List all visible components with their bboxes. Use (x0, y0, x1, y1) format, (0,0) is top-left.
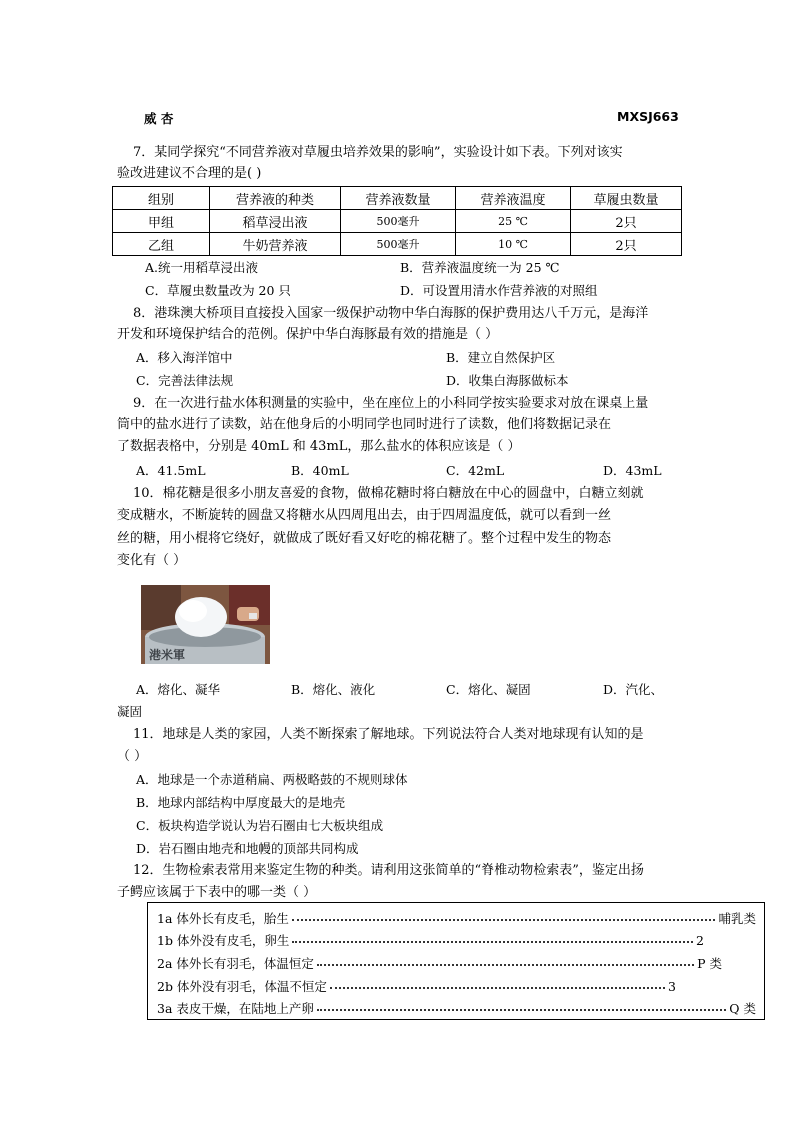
cotton-candy-illustration (141, 585, 270, 664)
q10-option-c: C．熔化、凝固 (446, 682, 531, 697)
key-row-text: 2b 体外没有羽毛，体温不恒定 (157, 979, 327, 994)
key-row (157, 976, 676, 996)
q9-option-d: D．43mL (603, 463, 662, 478)
q11-option-b: B．地球内部结构中厚度最大的是地壳 (136, 795, 346, 810)
q11-option-c: C．板块构造学说认为岩石圈由七大板块组成 (136, 818, 384, 833)
q8-option-d: D．收集白海豚做标本 (446, 373, 569, 388)
table-header-cell: 营养液的种类 (210, 187, 341, 210)
table-header-cell: 组别 (113, 187, 210, 210)
q7-experiment-table (112, 186, 682, 256)
q7-option-a: A.统一用稻草浸出液 (145, 260, 259, 275)
vertebrate-key-table (147, 902, 765, 1020)
table-cell: 500毫升 (341, 233, 456, 256)
table-cell: 2只 (571, 210, 682, 233)
q10-option-b: B．熔化、液化 (291, 682, 376, 697)
key-row (157, 908, 756, 928)
table-header-cell: 营养液温度 (456, 187, 571, 210)
leader-dots (330, 987, 665, 989)
table-header-row (113, 187, 682, 210)
leader-dots (292, 941, 693, 943)
q8-option-a: A．移入海洋馆中 (136, 350, 233, 365)
key-row-result: 3 (668, 978, 676, 994)
key-row-result: Q 类 (729, 1001, 756, 1016)
q10-option-d: D．汽化、 (603, 682, 664, 697)
q10-stem-line2: 变成糖水，不断旋转的圆盘又将糖水从四周甩出去，由于四周温度低，就可以看到一丝 (117, 508, 612, 523)
table-cell: 25 ℃ (456, 210, 571, 233)
q9-stem-line3: 了数据表格中，分别是 40mL 和 43mL，那么盐水的体积应该是（ ） (117, 439, 521, 454)
key-row-text: 2a 体外长有羽毛，体温恒定 (157, 956, 314, 971)
key-row (157, 953, 722, 973)
q7-option-b: B．营养液温度统一为 25 ℃ (400, 260, 560, 275)
table-cell: 2只 (571, 233, 682, 256)
q8-option-b: B．建立自然保护区 (446, 350, 556, 365)
q11-stem-line1: 11．地球是人类的家园，人类不断探索了解地球。下列说法符合人类对地球现有认知的是 (133, 727, 644, 742)
key-row-result: P 类 (697, 956, 722, 971)
q8-option-c: C．完善法律法规 (136, 373, 234, 388)
table-cell: 稻草浸出液 (210, 210, 341, 233)
q9-option-b: B．40mL (291, 463, 349, 478)
table-cell: 甲组 (113, 210, 210, 233)
q10-stem-line4: 变化有（ ） (117, 553, 187, 568)
q11-option-d: D．岩石圈由地壳和地幔的顶部共同构成 (136, 841, 359, 856)
q8-stem-line2: 开发和环境保护结合的范例。保护中华白海豚最有效的措施是（ ） (117, 327, 499, 342)
q7-stem-line1: 7．某同学探究“不同营养液对草履虫培养效果的影响”，实验设计如下表。下列对该实 (133, 145, 623, 160)
q7-stem-line2: 验改进建议不合理的是( ) (117, 166, 262, 181)
table-cell: 乙组 (113, 233, 210, 256)
table-cell: 牛奶营养液 (210, 233, 341, 256)
key-row-text: 1b 体外没有皮毛，卵生 (157, 933, 290, 948)
q12-stem-line2: 子鳄应该属于下表中的哪一类（ ） (117, 885, 317, 900)
header-left-label: 威 杏 (144, 111, 174, 126)
key-row (157, 930, 704, 950)
table-row (113, 210, 682, 233)
cotton-candy-photo (141, 585, 270, 664)
leader-dots (317, 1009, 726, 1011)
table-header-cell: 草履虫数量 (571, 187, 682, 210)
table-header-cell: 营养液数量 (341, 187, 456, 210)
q10-stem-line3: 丝的糖，用小棍将它绕好，就做成了既好看又好吃的棉花糖了。整个过程中发生的物态 (117, 531, 612, 546)
leader-dots (292, 919, 716, 921)
key-row-result: 哺乳类 (718, 911, 756, 926)
leader-dots (317, 964, 694, 966)
q11-stem-line2: （ ） (117, 749, 148, 764)
q12-stem-line1: 12．生物检索表常用来鉴定生物的种类。请利用这张简单的“脊椎动物检索表”，鉴定出扬 (133, 863, 644, 878)
table-cell: 500毫升 (341, 210, 456, 233)
photo-caption-text: 港米軍 (149, 648, 186, 662)
key-row-result: 2 (696, 932, 704, 948)
header-code: MXSJ663 (617, 109, 679, 124)
q9-stem-line2: 筒中的盐水进行了读数，站在他身后的小明同学也同时进行了读数，他们将数据记录在 (117, 417, 612, 432)
q9-option-c: C．42mL (446, 463, 505, 478)
q7-option-d: D．可设置用清水作营养液的对照组 (400, 283, 598, 298)
q10-option-a: A．熔化、凝华 (136, 682, 221, 697)
key-row-text: 1a 体外长有皮毛，胎生 (157, 911, 289, 926)
key-row (157, 998, 756, 1018)
table-cell: 10 ℃ (456, 233, 571, 256)
q9-option-a: A．41.5mL (136, 463, 206, 478)
q7-option-c: C．草履虫数量改为 20 只 (145, 283, 291, 298)
q11-option-a: A．地球是一个赤道稍扁、两极略鼓的不规则球体 (136, 772, 408, 787)
q8-stem-line1: 8．港珠澳大桥项目直接投入国家一级保护动物中华白海豚的保护费用达八千万元，是海洋 (133, 306, 649, 321)
key-row-text: 3a 表皮干燥，在陆地上产卵 (157, 1001, 314, 1016)
q10-option-d-wrap: 凝固 (117, 704, 143, 719)
table-row (113, 233, 682, 256)
q10-stem-line1: 10．棉花糖是很多小朋友喜爱的食物，做棉花糖时将白糖放在中心的圆盘中，白糖立刻就 (133, 486, 644, 501)
q9-stem-line1: 9．在一次进行盐水体积测量的实验中，坐在座位上的小科同学按实验要求对放在课桌上量 (133, 396, 649, 411)
